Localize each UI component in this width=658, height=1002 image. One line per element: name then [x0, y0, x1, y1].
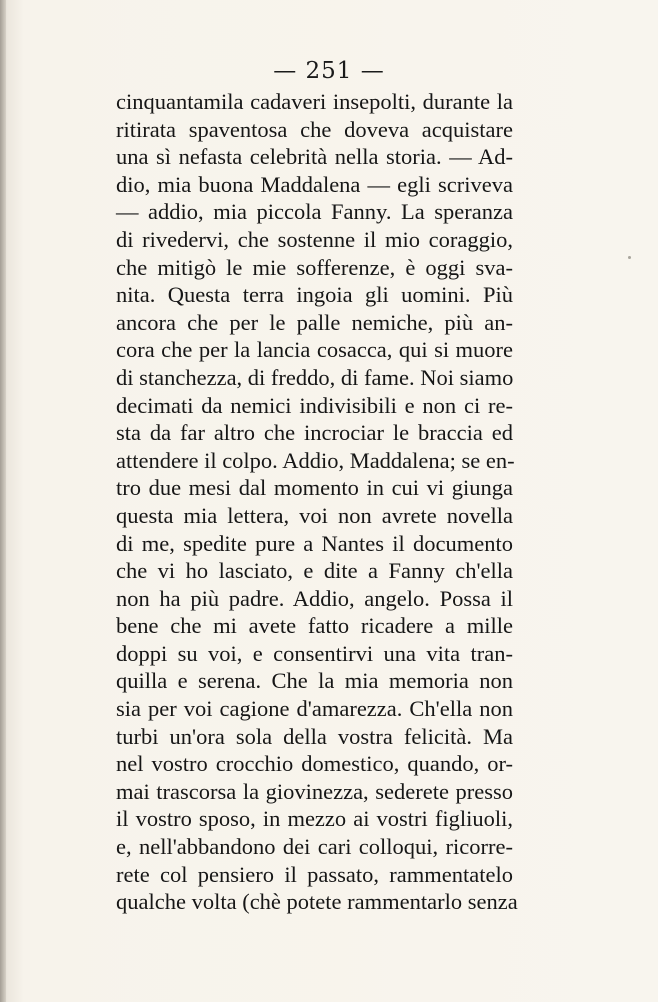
text-line: sia per voi cagione d'amarezza. Ch'ella non [116, 696, 513, 722]
text-line: ancora che per le palle nemiche, più an- [116, 309, 513, 335]
page-number: — 251 — [273, 58, 385, 84]
body-text [116, 88, 518, 916]
text-line: sta da far altro che incrociar le braccia ed [116, 420, 513, 446]
text-line: che vi ho lasciato, e dite a Fanny ch'ella [116, 558, 513, 584]
text-line: rete col pensiero il passato, rammentatelo [116, 861, 513, 887]
paper-speck [628, 256, 631, 259]
text-line: — addio, mia piccola Fanny. La speranza [116, 199, 513, 225]
text-line: qualche volta (chè potete rammentarlo senza [116, 889, 518, 915]
text-line: ritirata spaventosa che doveva acquistare [116, 116, 513, 142]
text-line: doppi su voi, e consentirvi una vita tran- [116, 640, 513, 666]
text-line: decimati da nemici indivisibili e non ci re- [116, 392, 513, 418]
text-line: cinquantamila cadaveri insepolti, durante la [116, 89, 513, 114]
text-line: mai trascorsa la giovinezza, sederete presso [116, 778, 513, 804]
text-line: di me, spedite pure a Nantes il documento [116, 530, 513, 556]
text-line: il vostro sposo, in mezzo ai vostri figliuoli, [116, 806, 513, 832]
text-line: non ha più padre. Addio, angelo. Possa il [116, 585, 513, 611]
spine-shadow [0, 0, 6, 1002]
text-line: cora che per la lancia cosacca, qui si muore [116, 337, 513, 363]
text-line: di stanchezza, di freddo, di fame. Noi siamo [116, 364, 514, 390]
text-line: di rivedervi, che sostenne il mio coraggio, [116, 226, 513, 252]
text-line: nita. Questa terra ingoia gli uomini. Più [116, 282, 513, 308]
text-line: e, nell'abbandono dei cari colloqui, ricorre- [116, 834, 513, 860]
text-line: nel vostro crocchio domestico, quando, or- [116, 751, 513, 777]
text-line: questa mia lettera, voi non avrete novella [116, 502, 513, 528]
text-line: attendere il colpo. Addio, Maddalena; se en- [116, 447, 515, 473]
text-line: quilla e serena. Che la mia memoria non [116, 668, 513, 694]
text-line: turbi un'ora sola della vostra felicità. Ma [116, 723, 513, 749]
text-line: dio, mia buona Maddalena — egli scriveva [116, 171, 513, 197]
text-line: tro due mesi dal momento in cui vi giunga [116, 475, 513, 501]
text-line: una sì nefasta celebrità nella storia. — Ad- [116, 144, 513, 170]
text-line: bene che mi avete fatto ricadere a mille [116, 613, 513, 639]
text-line: che mitigò le mie sofferenze, è oggi sva- [116, 254, 513, 280]
